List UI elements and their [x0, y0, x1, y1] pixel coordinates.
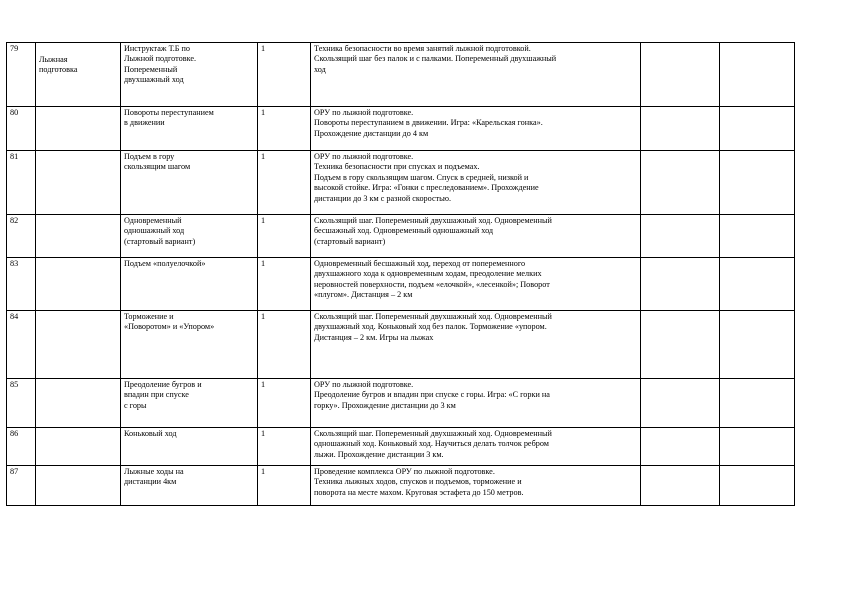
empty-cell: [720, 311, 795, 379]
table-row: [7, 311, 795, 379]
empty-cell: [641, 151, 720, 215]
lesson-number: 84: [7, 311, 36, 379]
empty-cell: [720, 215, 795, 258]
section-name: [36, 379, 121, 428]
lesson-topic: Лыжные ходы на дистанции 4км: [121, 466, 258, 506]
lesson-topic: Подъем «полуелочкой»: [121, 258, 258, 311]
empty-cell: [641, 43, 720, 107]
empty-cell: [720, 258, 795, 311]
section-name: [36, 151, 121, 215]
empty-cell: [641, 107, 720, 151]
lesson-content: Техника безопасности во время занятий лыжной подготовкой. Скользящий шаг без палок и с палками. Попеременный двухшажный ход: [311, 43, 641, 107]
lesson-topic: Преодоление бугров и впадин при спуске с горы: [121, 379, 258, 428]
table-row: [7, 379, 795, 428]
lesson-hours: 1: [258, 379, 311, 428]
empty-cell: [720, 428, 795, 466]
table-row: [7, 258, 795, 311]
table-row: [7, 107, 795, 151]
lesson-hours: 1: [258, 258, 311, 311]
lesson-hours: 1: [258, 43, 311, 107]
section-name: Лыжная подготовка: [36, 43, 121, 107]
lesson-content: ОРУ по лыжной подготовке. Повороты переступанием в движении. Игра: «Карельская гонка». Прохождение дистанции до 4 км: [311, 107, 641, 151]
empty-cell: [720, 466, 795, 506]
lesson-content: Одновременный бесшажный ход, переход от попеременного двухшажного хода к одновременным ходам, преодоление мелких неровностей поверхности, подъем «елочкой», «лесенкой»; Поворот «плугом». Дистанция – 2 км: [311, 258, 641, 311]
section-name: [36, 258, 121, 311]
empty-cell: [641, 466, 720, 506]
lesson-content: ОРУ по лыжной подготовке. Техника безопасности при спусках и подъемах. Подъем в гору скользящим шагом. Спуск в средней, низкой и высокой стойке. Игра: «Гонки с преследованием». Прохождение дистанции до 3 км с разной скоростью.: [311, 151, 641, 215]
lesson-hours: 1: [258, 151, 311, 215]
lesson-number: 81: [7, 151, 36, 215]
section-name: [36, 311, 121, 379]
section-name: [36, 215, 121, 258]
lesson-number: 83: [7, 258, 36, 311]
section-name: [36, 107, 121, 151]
lesson-number: 79: [7, 43, 36, 107]
empty-cell: [720, 107, 795, 151]
section-name: [36, 428, 121, 466]
lesson-hours: 1: [258, 311, 311, 379]
lesson-topic: Торможение и «Поворотом» и «Упором»: [121, 311, 258, 379]
lesson-topic: Коньковый ход: [121, 428, 258, 466]
empty-cell: [641, 428, 720, 466]
table-row: [7, 428, 795, 466]
lesson-topic: Одновременный одношажный ход (стартовый вариант): [121, 215, 258, 258]
empty-cell: [720, 151, 795, 215]
lesson-content: ОРУ по лыжной подготовке. Преодоление бугров и впадин при спуске с горы. Игра: «С горки на горку». Прохождение дистанции до 3 км: [311, 379, 641, 428]
lesson-topic: Повороты переступанием в движении: [121, 107, 258, 151]
lesson-number: 86: [7, 428, 36, 466]
lesson-topic: Подъем в гору скользящим шагом: [121, 151, 258, 215]
table-row: [7, 466, 795, 506]
empty-cell: [720, 379, 795, 428]
lesson-content: Скользящий шаг. Попеременный двухшажный ход. Одновременный двухшажный ход. Коньковый ход без палок. Торможение «упором. Дистанция – 2 км. Игры на лыжах: [311, 311, 641, 379]
table-row: [7, 43, 795, 107]
empty-cell: [641, 379, 720, 428]
lesson-plan-table: [6, 42, 795, 506]
empty-cell: [641, 215, 720, 258]
lesson-number: 87: [7, 466, 36, 506]
lesson-content: Скользящий шаг. Попеременный двухшажный ход. Одновременный одношажный ход. Коньковый ход. Научиться делать толчок ребром лыжи. Прохождение дистанции 3 км.: [311, 428, 641, 466]
empty-cell: [641, 311, 720, 379]
empty-cell: [641, 258, 720, 311]
section-name: [36, 466, 121, 506]
table-row: [7, 215, 795, 258]
lesson-number: 82: [7, 215, 36, 258]
lesson-number: 80: [7, 107, 36, 151]
lesson-topic: Инструктаж Т.Б по Лыжной подготовке. Попеременный двухшажный ход: [121, 43, 258, 107]
lesson-hours: 1: [258, 215, 311, 258]
lesson-content: Проведение комплекса ОРУ по лыжной подготовке. Техника лыжных ходов, спусков и подъемов, торможение и поворота на месте махом. Круговая эстафета до 150 метров.: [311, 466, 641, 506]
lesson-hours: 1: [258, 466, 311, 506]
table-row: [7, 151, 795, 215]
lesson-hours: 1: [258, 428, 311, 466]
lesson-hours: 1: [258, 107, 311, 151]
lesson-content: Скользящий шаг. Попеременный двухшажный ход. Одновременный бесшажный ход. Одновременный одношажный ход (стартовый вариант): [311, 215, 641, 258]
lesson-number: 85: [7, 379, 36, 428]
empty-cell: [720, 43, 795, 107]
